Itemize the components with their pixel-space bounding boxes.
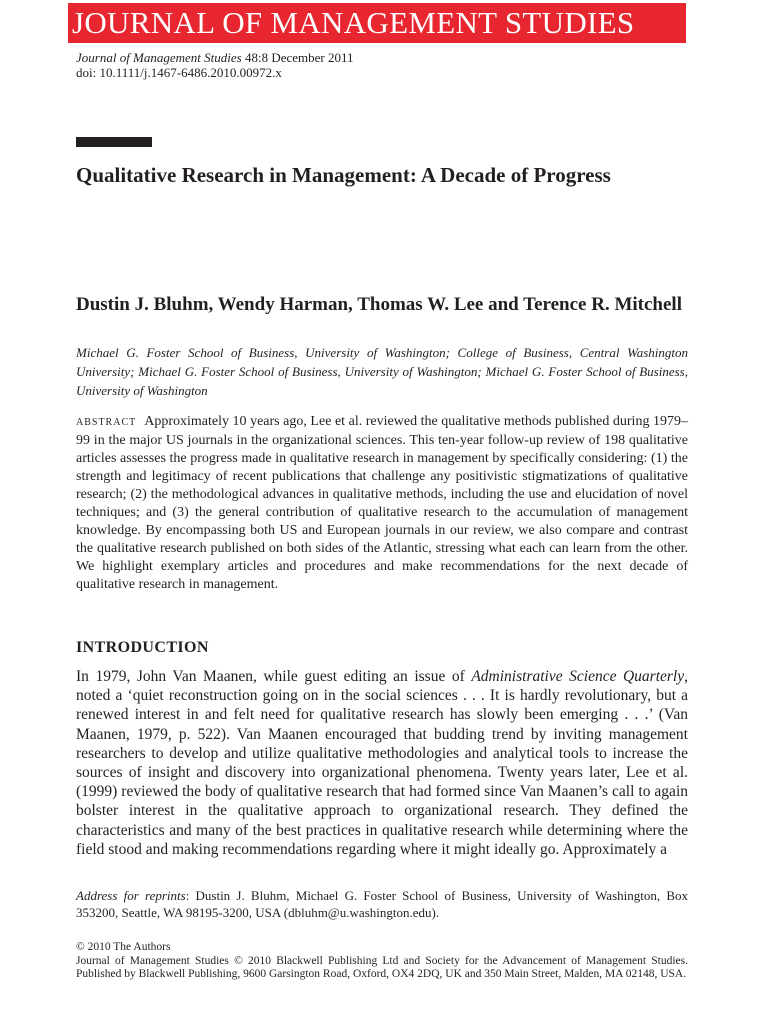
address-label: Address for reprints (76, 888, 186, 903)
article-authors: Dustin J. Bluhm, Wendy Harman, Thomas W. Lee and Terence R. Mitchell (76, 294, 682, 315)
doi: doi: 10.1111/j.1467-6486.2010.00972.x (76, 65, 282, 80)
intro-journal-name: Administrative Science Quarterly (471, 668, 685, 685)
abstract (76, 413, 688, 594)
title-rule (76, 137, 152, 147)
author-affiliations: Michael G. Foster School of Business, University of Washington; College of Business, Central Washington University; Michael G. Foster School of Business, University of Washington; Michael G. Foster School of Business, University of Washington (76, 345, 688, 398)
citation-block (76, 50, 354, 80)
introduction-paragraph (76, 667, 688, 859)
journal-banner: JOURNAL OF MANAGEMENT STUDIES (68, 3, 686, 43)
intro-text-after: , noted a ‘quiet reconstruction going on in the social sciences . . . It is hardly revolutionary, but a renewed interest in and felt need for qualitative research has slowly been emerging . . .’ (Van Maanen, 1979, p. 522). Van Maanen encouraged that budding trend by inviting management researchers to develop and utilize qualitative methodologies and analytical tools to increase the sources of insight and discovery into organizational phenomena. Twenty years later, Lee et al. (1999) reviewed the body of qualitative research that had formed since Van Maanen’s call to again bolster interest in the qualitative approach to organizational research. They defined the characteristics and many of the best practices in qualitative research while determining where the field stood and making recommendations regarding where it might ideally go. Approximately a (76, 668, 688, 858)
citation-journal: Journal of Management Studies (76, 50, 242, 65)
abstract-text: Approximately 10 years ago, Lee et al. reviewed the qualitative methods published during 1979–99 in the major US journals in the organizational sciences. This ten-year follow-up review of 198 qualitative articles assesses the progress made in qualitative research in management by specifically considering: (1) the strength and legitimacy of recent publications that challenge any positivistic stigmatizations of qualitative research; (2) the methodological advances in qualitative methods, including the use and elucidation of novel techniques; and (3) the general contribution of qualitative research to the accumulation of management knowledge. By encompassing both US and European journals in our review, we also compare and contrast the qualitative research published on both sides of the Atlantic, stressing what each can learn from the other. We highlight exemplary articles and procedures and make recommendations for the next decade of qualitative research in management. (76, 414, 688, 592)
citation-issue: 48:8 December 2011 (241, 50, 354, 65)
introduction-heading: INTRODUCTION (76, 639, 209, 656)
copyright-authors: © 2010 The Authors (76, 941, 171, 953)
copyright-notice (76, 941, 688, 982)
article-title: Qualitative Research in Management: A Decade of Progress (76, 163, 611, 187)
address-text: : Dustin J. Bluhm, Michael G. Foster School of Business, University of Washington, Box 353200, Seattle, WA 98195-3200, USA (dbluhm@u.washington.edu). (76, 888, 688, 920)
citation-line (76, 50, 354, 65)
abstract-label: ABSTRACT (76, 417, 137, 428)
reprint-address (76, 887, 688, 921)
copyright-publisher: Journal of Management Studies © 2010 Blackwell Publishing Ltd and Society for the Advancement of Management Studies. Published by Blackwell Publishing, 9600 Garsington Road, Oxford, OX4 2DQ, UK and 350 Main Street, Malden, MA 02148, USA. (76, 954, 688, 980)
intro-text-before: In 1979, John Van Maanen, while guest editing an issue of (76, 668, 472, 685)
